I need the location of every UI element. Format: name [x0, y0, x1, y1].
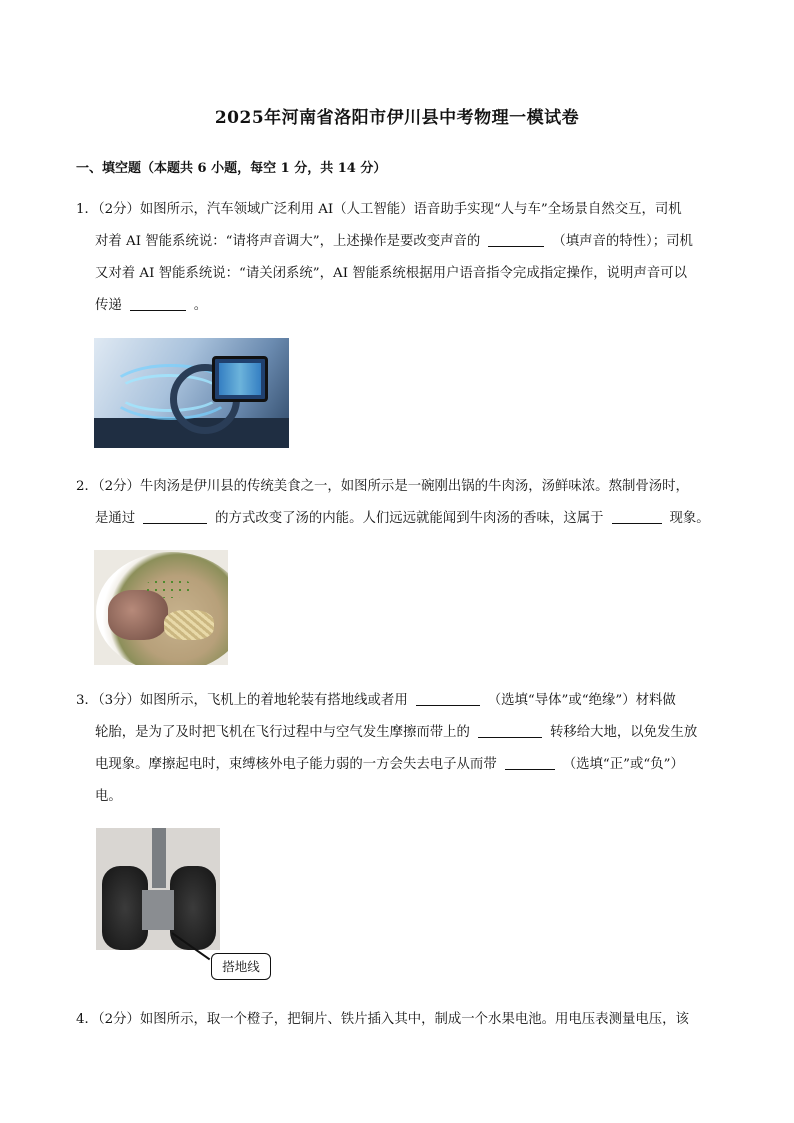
- question-1-text-d: 。: [193, 298, 208, 313]
- question-3-line-2: [76, 717, 726, 749]
- answer-blank[interactable]: [505, 755, 555, 770]
- question-3-line-4: 电。: [95, 789, 122, 804]
- question-3-text-c: 轮胎，是为了及时把飞机在飞行过程中与空气发生摩擦而带上的: [95, 725, 470, 740]
- answer-blank[interactable]: [612, 509, 662, 524]
- question-2-text-a: 是通过: [95, 511, 136, 526]
- question-3-text-a: 3．（3分）如图所示，飞机上的着地轮装有搭地线或者用: [76, 693, 408, 708]
- question-3: [76, 685, 726, 813]
- answer-blank[interactable]: [488, 232, 544, 247]
- question-2: [76, 471, 726, 535]
- answer-blank[interactable]: [478, 723, 542, 738]
- question-1-text-a: 对着 AI 智能系统说：“请将声音调大”，上述操作是要改变声音的: [95, 234, 481, 249]
- answer-blank[interactable]: [143, 509, 207, 524]
- question-1: [76, 194, 726, 322]
- answer-blank[interactable]: [130, 296, 186, 311]
- question-1-line-2: [76, 226, 726, 258]
- landing-gear-image: [96, 828, 220, 950]
- question-1-line-1: 1．（2分）如图所示，汽车领域广泛利用 AI（人工智能）语音助手实现“人与车”全场景自然交互，司机: [76, 202, 682, 217]
- question-1-line-3: 又对着 AI 智能系统说：“请关闭系统”，AI 智能系统根据用户语音指令完成指定操作，说明声音可以: [95, 266, 688, 281]
- question-2-text-b: 的方式改变了汤的内能。人们远远就能闻到牛肉汤的香味，这属于: [215, 511, 604, 526]
- car-interior-image: [94, 338, 289, 448]
- question-3-text-e: 电现象。摩擦起电时，束缚核外电子能力弱的一方会失去电子从而带: [95, 757, 497, 772]
- question-4: [76, 1004, 726, 1036]
- question-3-text-f: （选填“正”或“负”）: [562, 757, 684, 772]
- question-2-text-c: 现象。: [669, 511, 710, 526]
- question-1-line-4: [76, 290, 726, 322]
- question-3-line-1: [76, 685, 726, 717]
- question-1-text-c: 传递: [95, 298, 122, 313]
- question-4-line-1: 4．（2分）如图所示，取一个橙子，把铜片、铁片插入其中，制成一个水果电池。用电压表测量电压，该: [76, 1012, 689, 1027]
- question-1-text-b: （填声音的特性）；司机: [552, 234, 693, 249]
- section-heading: 一、填空题（本题共 6 小题，每空 1 分，共 14 分）: [76, 161, 387, 176]
- page-title: 2025年河南省洛阳市伊川县中考物理一模试卷: [214, 108, 580, 128]
- question-3-text-d: 转移给大地，以免发生放: [549, 725, 698, 740]
- answer-blank[interactable]: [416, 691, 480, 706]
- ground-wire-label: 搭地线: [211, 953, 271, 980]
- question-3-text-b: （选填“导体”或“绝缘”）材料做: [487, 693, 676, 708]
- beef-soup-image: [94, 550, 228, 665]
- question-2-line-1: 2．（2分）牛肉汤是伊川县的传统美食之一，如图所示是一碗刚出锅的牛肉汤，汤鲜味浓。熬制骨汤时，: [76, 479, 689, 494]
- question-2-line-2: [76, 503, 726, 535]
- question-3-line-3: [76, 749, 726, 781]
